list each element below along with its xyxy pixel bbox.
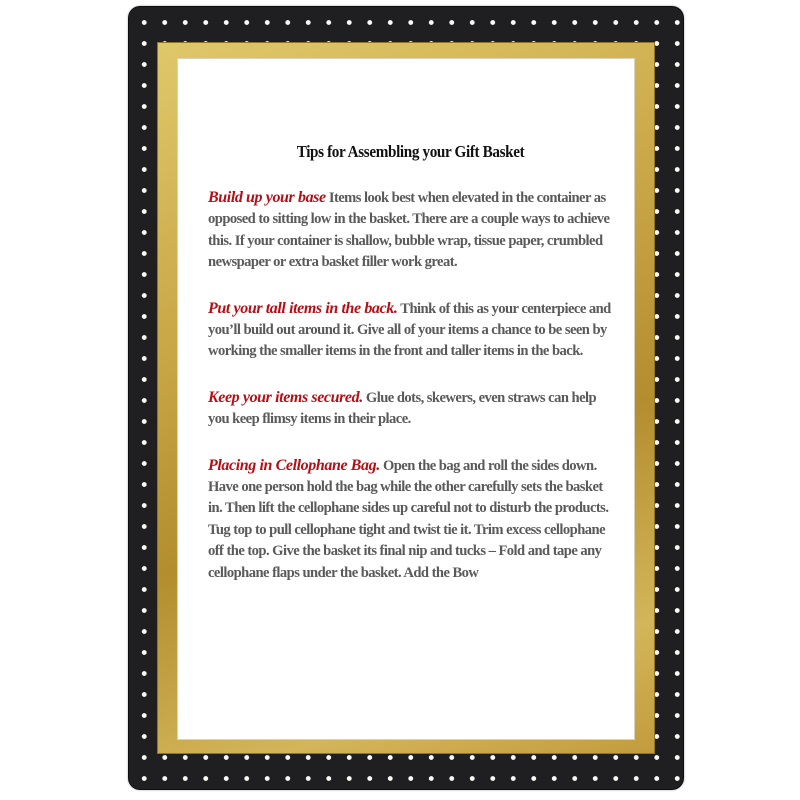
- gold-border: [158, 43, 654, 753]
- tip-secure-items: [208, 387, 613, 431]
- tip-heading: Keep your items secured.: [208, 388, 363, 406]
- tip-heading: Build up your base: [208, 189, 326, 206]
- tip-cellophane-bag: [208, 455, 613, 584]
- tip-body: Think of this as your centerpiece and you’ll build out around it. Give all of your items a chance to be seen by working the smaller items in the front and taller items in the back.: [208, 300, 611, 360]
- tip-body: Items look best when elevated in the container as opposed to sitting low in the basket. There are a couple ways to achieve this. If your container is shallow, bubble wrap, tissue paper, crumbled newspaper or extra basket filler work great.: [208, 190, 610, 271]
- tip-body: Glue dots, skewers, even straws can help you keep flimsy items in their place.: [208, 389, 597, 428]
- tip-heading: Placing in Cellophane Bag.: [208, 456, 380, 474]
- tip-build-base: [208, 187, 613, 274]
- document-title: Tips for Assembling your Gift Basket: [296, 142, 525, 161]
- polka-dot-frame: [128, 6, 684, 790]
- document-content: [208, 142, 613, 608]
- tip-heading: Put your tall items in the back.: [208, 299, 398, 317]
- tip-body: Open the bag and roll the sides down. Have one person hold the bag while the other carefully sets the basket in. Then lift the cellophane sides up careful not to disturb the products. Tug top to pull cellophane tight and twist tie it. Trim excess cellophane off the top. Give the basket its final nip and tucks – Fold and tape any cellophane flaps under the basket. Add the Bow: [208, 457, 609, 581]
- tip-tall-items: [208, 298, 613, 363]
- document-sheet: [177, 58, 635, 740]
